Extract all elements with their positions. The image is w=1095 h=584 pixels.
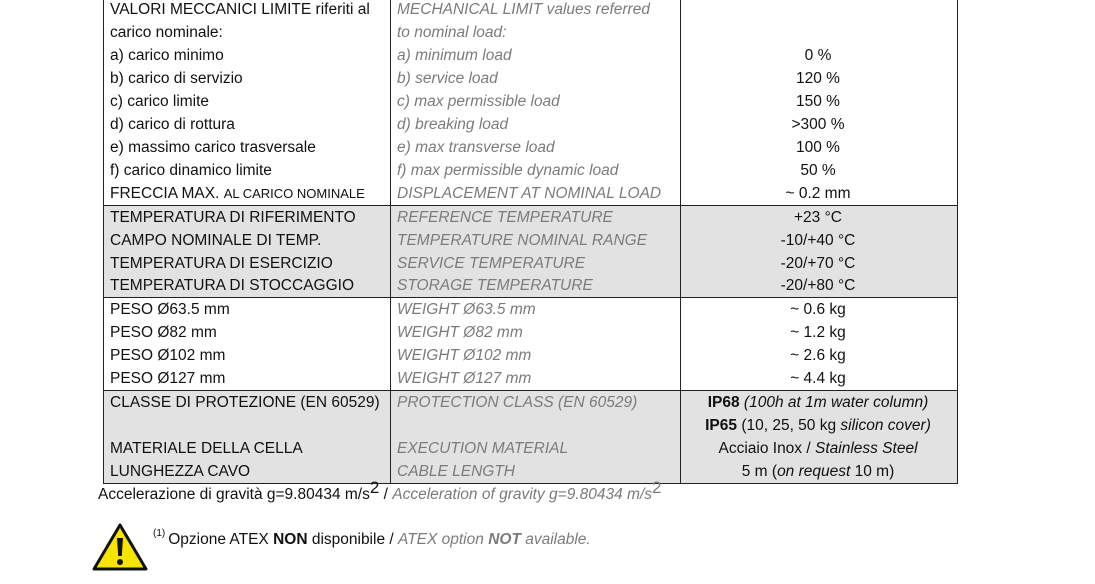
label-en: to nominal load:: [391, 21, 681, 44]
ip65-detail: (10, 25, 50 kg: [741, 416, 837, 434]
label-it: TEMPERATURA DI RIFERIMENTO: [104, 206, 391, 229]
label-it: [104, 182, 391, 205]
table-row: [104, 44, 957, 67]
value: 120 %: [796, 69, 840, 87]
table-row: [104, 0, 957, 21]
label-en: EXECUTION MATERIAL: [391, 437, 681, 460]
displacement-label-main: FRECCIA MAX.: [110, 184, 220, 202]
warning-triangle-icon: [92, 522, 148, 572]
label-it: e) massimo carico trasversale: [104, 136, 391, 159]
atex-en-post: available.: [520, 531, 591, 548]
gravity-it: Accelerazione di gravità g=9.80434 m/s: [98, 486, 370, 503]
label-it: TEMPERATURA DI STOCCAGGIO: [104, 275, 391, 297]
table-row: [104, 113, 957, 136]
label-it: PESO Ø102 mm: [104, 344, 391, 367]
value: ~ 0.6 kg: [790, 300, 846, 318]
table-row: [104, 90, 957, 113]
value: 50 %: [800, 161, 836, 179]
material-value-en: Stainless Steel: [814, 439, 918, 457]
value: [681, 460, 955, 483]
label-it: carico nominale:: [104, 21, 391, 44]
gravity-exponent-en: 2: [652, 478, 662, 497]
value: ~ 4.4 kg: [790, 369, 846, 387]
table-row: [104, 206, 957, 229]
value: +23 °C: [794, 208, 842, 226]
label-it: VALORI MECCANICI LIMITE riferiti al: [104, 0, 391, 21]
value: ~ 1.2 kg: [790, 323, 846, 341]
label-it: PESO Ø127 mm: [104, 367, 391, 390]
table-row: [104, 182, 957, 205]
label-en: DISPLACEMENT AT NOMINAL LOAD: [391, 182, 681, 205]
table-row: [104, 391, 957, 414]
value: [681, 414, 955, 437]
table-row: [104, 460, 957, 483]
table-row: [104, 159, 957, 182]
table-row: [104, 229, 957, 252]
table-row: [104, 67, 957, 90]
value: [681, 21, 955, 44]
label-en: PROTECTION CLASS (EN 60529): [391, 391, 681, 414]
label-it: b) carico di servizio: [104, 67, 391, 90]
label-en: e) max transverse load: [391, 136, 681, 159]
label-en: TEMPERATURE NOMINAL RANGE: [391, 229, 681, 252]
ip68-code: IP68: [707, 393, 740, 411]
value: ~ 2.6 kg: [790, 346, 846, 364]
label-en: c) max permissible load: [391, 90, 681, 113]
gravity-exponent: 2: [369, 478, 380, 497]
mechanical-section: [104, 0, 957, 206]
value: -10/+40 °C: [780, 231, 856, 249]
gravity-en: Acceleration of gravity g=9.80434 m/s: [392, 486, 653, 503]
gravity-note: [98, 478, 662, 504]
label-en: SERVICE TEMPERATURE: [391, 252, 681, 275]
value: [681, 437, 955, 460]
value: -20/+70 °C: [780, 254, 856, 272]
label-en: WEIGHT Ø127 mm: [391, 367, 681, 390]
table-row: [104, 275, 957, 297]
value: [681, 391, 955, 414]
cable-value: 5 m (: [741, 462, 778, 480]
weight-section: [104, 298, 957, 391]
label-it: CAMPO NOMINALE DI TEMP.: [104, 229, 391, 252]
material-value-it: Acciaio Inox /: [718, 439, 811, 457]
value: >300 %: [791, 115, 845, 133]
label-en: REFERENCE TEMPERATURE: [391, 206, 681, 229]
value: 0 %: [804, 46, 832, 64]
protection-section: [104, 391, 957, 483]
ip68-detail: (100h at 1m water column): [743, 393, 929, 411]
label-en: b) service load: [391, 67, 681, 90]
label-it: CLASSE DI PROTEZIONE (EN 60529): [104, 391, 391, 414]
value: ~ 0.2 mm: [785, 184, 851, 202]
cable-value-italic: on request: [777, 462, 851, 480]
temperature-section: [104, 206, 957, 298]
atex-footnote-ref: (1): [153, 528, 166, 539]
table-row: [104, 136, 957, 159]
atex-en-pre: ATEX option: [398, 531, 489, 548]
table-row: [104, 21, 957, 44]
value: [681, 0, 955, 21]
label-en: f) max permissible dynamic load: [391, 159, 681, 182]
label-it: LUNGHEZZA CAVO: [104, 460, 391, 483]
label-en: STORAGE TEMPERATURE: [391, 275, 681, 297]
label-en: d) breaking load: [391, 113, 681, 136]
label-it: a) carico minimo: [104, 44, 391, 67]
label-en: WEIGHT Ø82 mm: [391, 321, 681, 344]
atex-en-bold: NOT: [488, 531, 521, 548]
table-row: [104, 367, 957, 390]
label-it: f) carico dinamico limite: [104, 159, 391, 182]
label-it: MATERIALE DELLA CELLA: [104, 437, 391, 460]
table-row: [104, 298, 957, 321]
label-en: MECHANICAL LIMIT values referred: [391, 0, 681, 21]
table-row: [104, 321, 957, 344]
gravity-separator: /: [379, 486, 393, 503]
atex-it-post: disponibile /: [307, 531, 398, 548]
value: 150 %: [796, 92, 840, 110]
label-it: c) carico limite: [104, 90, 391, 113]
label-it: [104, 414, 391, 437]
label-en: WEIGHT Ø102 mm: [391, 344, 681, 367]
displacement-label-tail: AL CARICO NOMINALE: [223, 186, 365, 201]
atex-it-pre: Opzione ATEX: [168, 531, 274, 548]
value: 100 %: [796, 138, 840, 156]
table-row: [104, 252, 957, 275]
label-it: TEMPERATURA DI ESERCIZIO: [104, 252, 391, 275]
table-row: [104, 437, 957, 460]
label-en: WEIGHT Ø63.5 mm: [391, 298, 681, 321]
label-en: a) minimum load: [391, 44, 681, 67]
cable-value-tail: 10 m): [850, 462, 895, 480]
ip65-code: IP65: [705, 416, 737, 434]
specifications-table: [103, 0, 958, 484]
label-it: d) carico di rottura: [104, 113, 391, 136]
label-it: PESO Ø63.5 mm: [104, 298, 391, 321]
ip65-detail-italic: silicon cover): [840, 416, 931, 434]
table-row: [104, 344, 957, 367]
atex-it-bold: NON: [273, 531, 308, 548]
label-it: PESO Ø82 mm: [104, 321, 391, 344]
atex-note: [153, 528, 591, 549]
label-en: CABLE LENGTH: [391, 460, 681, 483]
label-en: [391, 414, 681, 437]
value: -20/+80 °C: [780, 277, 856, 294]
table-row: [104, 414, 957, 437]
